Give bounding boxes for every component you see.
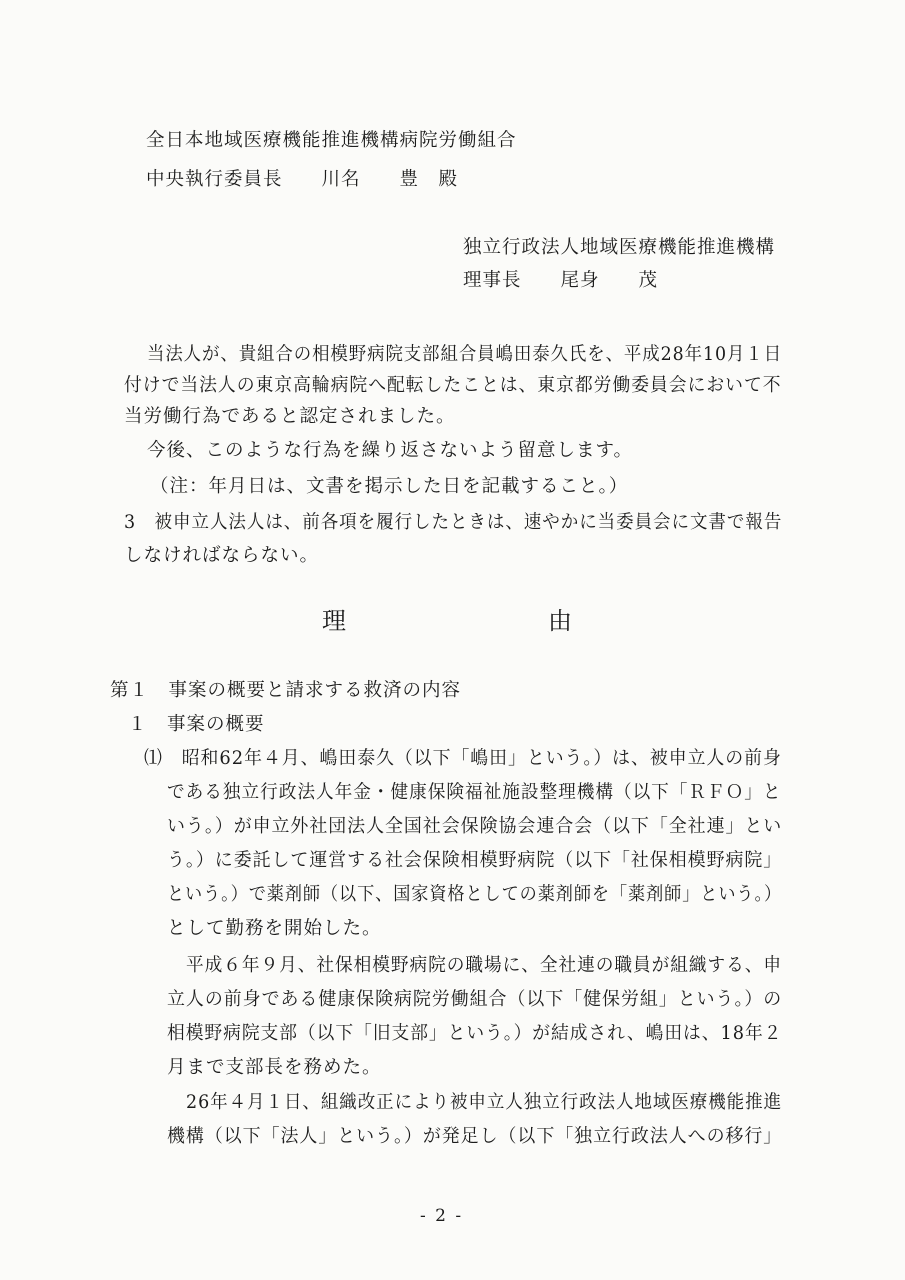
notice-line: 当法人が、貴組合の相模野病院支部組合員嶋田泰久氏を、平成28年10月１日 [147,344,783,365]
para1-line: という。）で薬剤師（以下、国家資格としての薬剤師を「薬剤師」という。） [167,884,783,905]
para1-line: う。）に委託して運営する社会保険相模野病院（以下「社保相模野病院」 [167,850,783,871]
notice-line: 当労働行為であると認定されました。 [124,406,456,427]
item3-line: 3 被申立人法人は、前各項を履行したときは、速やかに当委員会に文書で報告 [124,512,783,533]
para1-line: いう。）が申立外社団法人全国社会保険協会連合会（以下「全社連」とい [167,816,783,837]
para2-line: 立人の前身である健康保険病院労働組合（以下「健保労組」という。）の [167,989,783,1010]
sender-org: 独立行政法人地域医療機能推進機構 [463,237,776,258]
para3-line: 機構（以下「法人」という。）が発足し（以下「独立行政法人への移行」 [167,1126,783,1147]
addressee-org: 全日本地域医療機能推進機構病院労働組合 [146,130,517,151]
addressee-title-name: 中央執行委員長 川名 豊 殿 [146,169,459,190]
sender-title-name: 理事長 尾身 茂 [463,270,659,291]
reasons-heading-left: 理 [322,607,346,635]
para1-line: ⑴ 昭和62年４月、嶋田泰久（以下「嶋田」という。）は、被申立人の前身 [144,748,782,769]
para2-line: 相模野病院支部（以下「旧支部」という。）が結成され、嶋田は、18年２ [167,1023,783,1044]
item3-line: しなければならない。 [124,545,320,566]
notice-note: （注：年月日は、文書を掲示した日を記載すること。） [150,476,629,497]
para2-line: 月まで支部長を務めた。 [167,1057,382,1078]
notice-line: 付けで当法人の東京高輪病院へ配転したことは、東京都労働委員会において不 [124,375,782,396]
para1-line: として勤務を開始した。 [167,918,382,939]
section1-subtitle: １ 事案の概要 [128,714,265,735]
reasons-heading-right: 由 [548,607,572,635]
section1-title: 第１ 事案の概要と請求する救済の内容 [110,680,462,701]
para3-line: 26年４月１日、組織改正により被申立人独立行政法人地域医療機能推進 [186,1092,783,1113]
page-number: - 2 - [420,1206,464,1226]
notice-line: 今後、このような行為を繰り返さないよう留意します。 [147,440,634,461]
para2-line: 平成６年９月、社保相模野病院の職場に、全社連の職員が組織する、申 [186,955,782,976]
para1-line: である独立行政法人年金・健康保険福祉施設整理機構（以下「ＲＦＯ」と [167,782,782,803]
